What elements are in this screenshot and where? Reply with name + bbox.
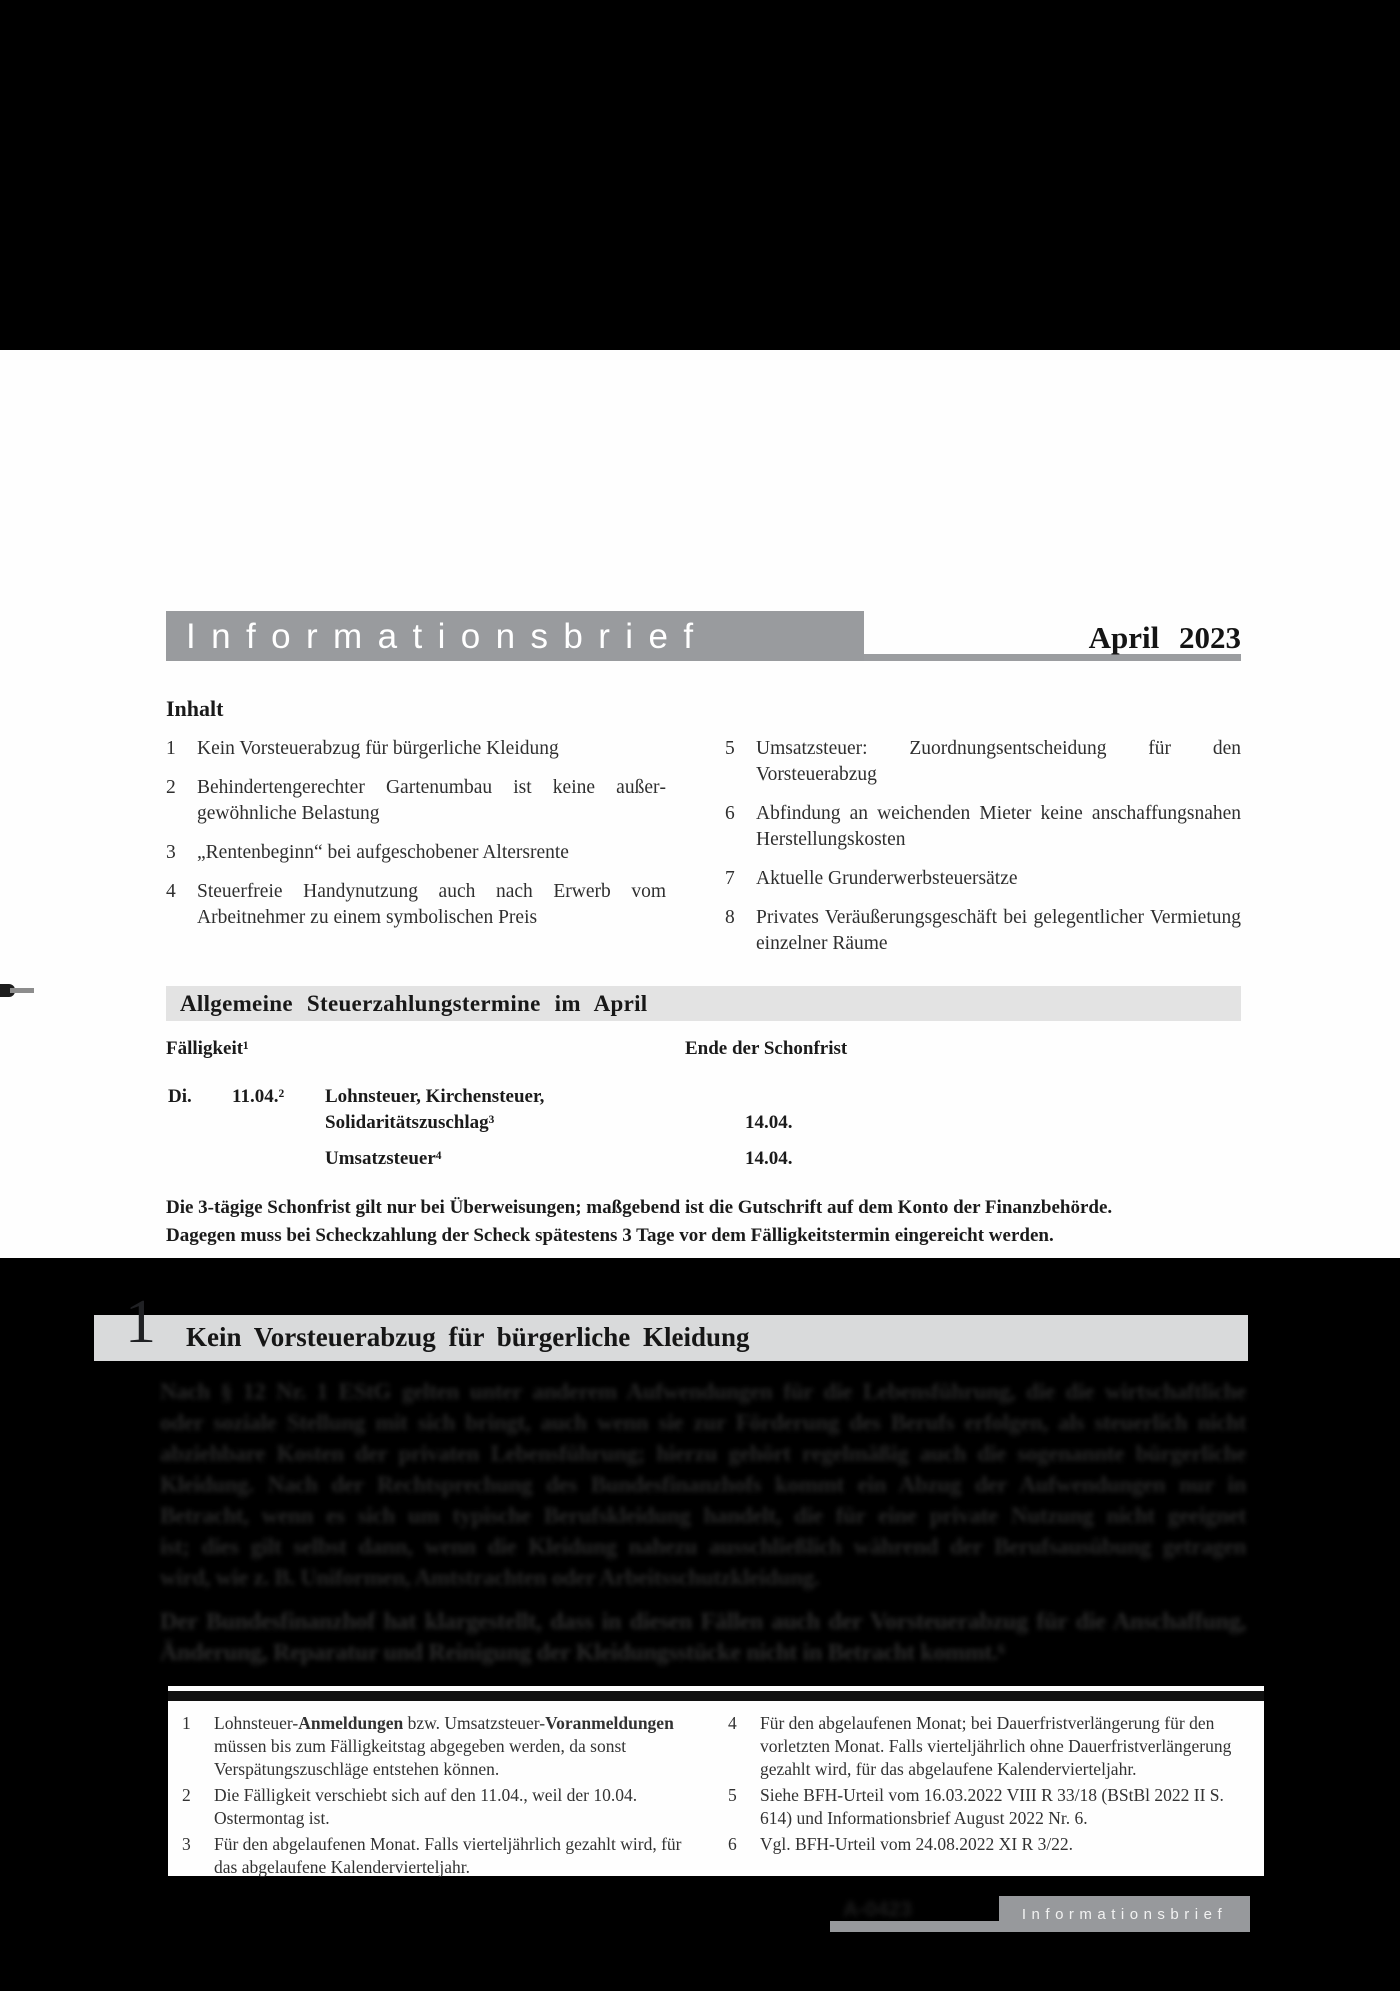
blurred-text-line: wird, wie z. B. Uniformen, Amtstrachten oder Arbeitsschutzkleidung. [160, 1565, 820, 1590]
section-conclusion-blurred [160, 1607, 1246, 1669]
footnote-number: 4 [728, 1713, 737, 1733]
section-body-blurred [160, 1376, 1246, 1593]
footer-brand-bar: Informationsbrief [999, 1896, 1250, 1932]
issue-code-blurred: A-0423 [843, 1898, 912, 1921]
toc-heading: Inhalt [166, 696, 224, 721]
termine-section-bar: Allgemeine Steuerzahlungstermine im April [166, 986, 1241, 1021]
toc-item-label: Steuerfreie Handynutzung auch nach Erwerb vom Arbeitnehmer zu einem symbolischen Preis [197, 881, 666, 928]
blurred-text-line: Änderung, Reparatur und Reinigung der Kleidungsstücke nicht in Betracht kommt.⁶ [160, 1640, 1005, 1666]
footnote-number: 1 [182, 1713, 191, 1733]
toc-column-right [725, 736, 1241, 970]
toc-item-3 [166, 840, 666, 866]
grace-period-note [166, 1194, 1326, 1250]
toc-item-label: Behindertengerechter Gartenumbau ist keine außergewöhnliche Belastung [197, 777, 666, 824]
footnote-2 [182, 1784, 704, 1830]
toc-item-number: 3 [166, 842, 176, 863]
toc-item-number: 6 [725, 803, 735, 824]
footnote-text: Vgl. BFH-Urteil vom 24.08.2022 XI R 3/22. [760, 1834, 1074, 1854]
footnote-6 [728, 1833, 1242, 1856]
blurred-text-line: Der Bundesfinanzhof hat klargestellt, dass in diesen Fällen auch der Vorsteuerabzug für die Anschaffung, [160, 1609, 1246, 1635]
blurred-text-line: abziehbare Kosten der privaten Lebensführung; hierzu gehört regelmäßig auch die sogenannte bürgerliche [160, 1441, 1246, 1466]
blurred-text-line: oder soziale Stellung mit sich bringt, auch wenn sie zur Förderung des Berufs erfolgen, als steuerlich nicht [160, 1410, 1246, 1435]
blurred-text-line: ist; dies gilt selbst dann, wenn die Kleidung nahezu ausschließlich während der Berufsausübung getragen [160, 1534, 1246, 1559]
footnote-text: Lohnsteuer-Anmeldungen bzw. Umsatzsteuer-Voranmeldungen müssen bis zum Fälligkeitstag abgegeben werden, da sonst Verspätungszuschläge entstehen können. [214, 1713, 674, 1779]
toc-item-2 [166, 775, 666, 827]
toc-item-number: 1 [166, 738, 176, 759]
toc-item-label: Abfindung an weichenden Mieter keine anschaffungsnahen Herstellungskosten [756, 803, 1241, 850]
footnote-text: Für den abgelaufenen Monat. Falls vierteljährlich gezahlt wird, für das abgelaufene Kalendervierteljahr. [214, 1834, 682, 1877]
toc-item-1 [166, 736, 666, 762]
footnote-5 [728, 1784, 1242, 1830]
footnote-number: 6 [728, 1834, 737, 1854]
toc-item-6 [725, 801, 1241, 853]
masthead-title: Informationsbrief [166, 611, 864, 661]
section-number: 1 [125, 1288, 156, 1356]
table-cell-grace-date: 14.04. [745, 1112, 793, 1133]
footnote-text: Siehe BFH-Urteil vom 16.03.2022 VIII R 33/18 (BStBl 2022 II S. 614) und Informationsbrief August 2022 Nr. 6. [760, 1785, 1224, 1828]
table-cell-tax: Umsatzsteuer⁴ [325, 1148, 442, 1169]
footnotes-divider-rule [168, 1691, 1264, 1701]
footnote-number: 3 [182, 1834, 191, 1854]
toc-item-number: 2 [166, 777, 176, 798]
blurred-text-line: Betracht, wenn es sich um typische Berufskleidung handelt, die für eine private Nutzung nicht geeignet [160, 1503, 1246, 1528]
grace-period-label: Ende der Schonfrist [685, 1038, 848, 1059]
footnote-number: 5 [728, 1785, 737, 1805]
toc-item-label: Aktuelle Grunderwerbsteuersätze [756, 868, 1018, 889]
table-cell-tax: Lohnsteuer, Kirchensteuer, [325, 1086, 545, 1107]
toc-item-7 [725, 866, 1241, 892]
toc-item-number: 7 [725, 868, 735, 889]
toc-item-8 [725, 905, 1241, 957]
footnote-text: Die Fälligkeit verschiebt sich auf den 11.04., weil der 10.04. Ostermontag ist. [214, 1785, 638, 1828]
blurred-text-line: Kleidung. Nach der Rechtsprechung des Bundesfinanzhofs kommt ein Abzug der Aufwendungen nur in [160, 1472, 1246, 1497]
due-date-label: Fälligkeit¹ [166, 1038, 249, 1059]
table-cell-date: 11.04.² [232, 1086, 285, 1107]
note-line: Die 3-tägige Schonfrist gilt nur bei Überweisungen; maßgebend ist die Gutschrift auf dem Konto der Finanzbehörde. [166, 1197, 1113, 1218]
toc-item-5 [725, 736, 1241, 788]
footnotes-column-left [182, 1712, 704, 1882]
note-line: Dagegen muss bei Scheckzahlung der Scheck spätestens 3 Tage vor dem Fälligkeitstermin eingereicht werden. [166, 1225, 1054, 1246]
footnote-text: Für den abgelaufenen Monat; bei Dauerfristverlängerung für den vorletzten Monat. Falls vierteljährlich ohne Dauerfristverlängerung gezahlt wird, für das abgelaufene Kalendervierteljahr. [760, 1713, 1232, 1779]
crop-mark-line [10, 988, 34, 993]
table-cell-day: Di. [168, 1086, 192, 1107]
blurred-text-line: Nach § 12 Nr. 1 EStG gelten unter anderem Aufwendungen für die Lebensführung, die die wirtschaftliche [160, 1379, 1246, 1404]
toc-item-number: 4 [166, 881, 176, 902]
footnote-3 [182, 1833, 704, 1879]
footnote-1 [182, 1712, 704, 1781]
footnote-4 [728, 1712, 1242, 1781]
table-cell-tax: Solidaritätszuschlag³ [325, 1112, 495, 1133]
footnotes-column-right [728, 1712, 1242, 1859]
toc-item-label: Privates Veräußerungsgeschäft bei gelegentlicher Vermietung einzelner Räume [756, 907, 1241, 954]
section-title: Kein Vorsteuerabzug für bürgerliche Kleidung [186, 1322, 750, 1352]
table-cell-grace-date: 14.04. [745, 1148, 793, 1169]
toc-item-number: 8 [725, 907, 735, 928]
toc-item-label: Kein Vorsteuerabzug für bürgerliche Kleidung [197, 738, 559, 759]
toc-column-left [166, 736, 666, 944]
issue-date: April 2023 [1088, 620, 1241, 655]
toc-item-label: „Rentenbeginn“ bei aufgeschobener Altersrente [197, 842, 569, 863]
toc-item-number: 5 [725, 738, 735, 759]
footnote-number: 2 [182, 1785, 191, 1805]
toc-item-label: Umsatzsteuer: Zuordnungsentscheidung für den Vorsteuerabzug [756, 738, 1241, 785]
toc-item-4 [166, 879, 666, 931]
